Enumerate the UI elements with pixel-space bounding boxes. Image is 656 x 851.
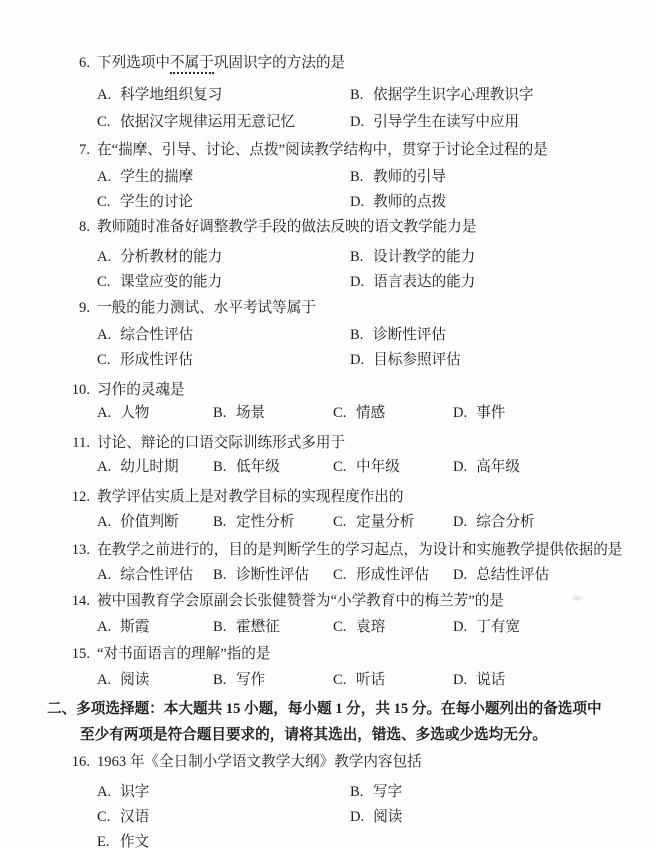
option-label: C. [97,114,111,130]
option-text: 事件 [476,405,506,421]
stem-text: 下列选项中 [97,55,170,71]
option-label: D. [350,114,365,130]
option-b [213,671,265,689]
question-number: 15. [71,646,90,662]
option-d [350,273,475,291]
question-number: 16. [71,754,90,770]
option-text: 说话 [476,672,506,688]
question-stem: 在教学之前进行的，目的是判断学生的学习起点，为设计和实施教学提供依据的是 [97,542,623,558]
option-label: A. [97,514,112,530]
option-c [97,808,149,826]
option-text: 中年级 [356,459,400,475]
option-text: 写作 [236,672,266,688]
option-text: 价值判断 [120,514,179,530]
option-text: 学生的讨论 [120,194,193,210]
option-text: 分析教材的能力 [120,249,223,265]
question-number: 11. [72,435,90,451]
option-text: 引导学生在读写中应用 [373,114,520,130]
option-text: 识字 [120,784,150,800]
question-stem: 习作的灵魂是 [97,382,185,398]
option-text: 幼儿时期 [120,459,179,475]
option-label: B. [350,87,364,103]
option-label: B. [213,619,227,635]
option-text: 斯霞 [120,619,150,635]
option-text: 霍懋征 [236,619,280,635]
option-text: 情感 [356,405,386,421]
question-stem: 一般的能力测试、水平考试等属于 [97,300,316,316]
option-label: D. [453,672,468,688]
option-label: B. [213,567,227,583]
option-d [350,113,519,131]
option-label: D. [350,274,365,290]
option-text: 设计教学的能力 [373,249,476,265]
option-d [453,404,505,422]
option-text: 综合分析 [476,514,535,530]
question-number: 7. [79,142,90,158]
option-label: B. [213,459,227,475]
question-number: 13. [71,542,90,558]
stem-text: 巩固识字的方法的是 [213,55,346,71]
option-b [213,618,280,636]
option-text: 场景 [236,405,266,421]
option-label: B. [350,327,364,343]
option-label: D. [350,809,365,825]
option-text: 语言表达的能力 [373,274,476,290]
option-text: 听话 [356,672,386,688]
option-text: 科学地组织复习 [120,87,223,103]
option-text: 依据汉字规律运用无意记忆 [120,114,296,130]
option-a [97,168,193,186]
option-label: C. [333,672,347,688]
option-c [333,618,385,636]
option-e [97,833,149,851]
option-text: 诊断性评估 [373,327,446,343]
option-label: A. [97,459,112,475]
option-a [97,783,149,801]
option-text: 学生的揣摩 [120,169,194,185]
option-d [350,351,461,369]
option-text: 汉语 [120,809,150,825]
scan-smudge-artifact [571,594,583,602]
option-label: C. [333,514,347,530]
option-a [97,566,193,584]
option-label: D. [350,352,365,368]
option-c [97,273,222,291]
option-text: 教师的点拨 [373,194,447,210]
option-b [350,326,446,344]
option-label: D. [350,194,365,210]
option-a [97,513,179,531]
section-heading-text: 至少有两项是符合题目要求的，请将其选出，错选、多选或少选均无分。 [80,727,548,743]
question-stem: 在“揣摩、引导、讨论、点拨”阅读教学结构中，贯穿于讨论全过程的是 [97,142,548,158]
option-label: D. [453,619,468,635]
question-number: 9. [79,300,90,316]
option-text: 定性分析 [236,514,295,530]
option-label: E. [97,834,110,850]
question-number: 6. [79,55,90,71]
option-a [97,86,222,104]
option-d [350,193,446,211]
question-number: 8. [79,219,90,235]
option-a [97,248,222,266]
option-c [97,193,193,211]
option-d [453,618,520,636]
option-a [97,326,193,344]
question-stem: 1963 年《全日制小学语文教学大纲》教学内容包括 [97,754,422,770]
option-text: 阅读 [373,809,403,825]
option-label: B. [350,784,364,800]
question-number: 12. [71,489,90,505]
option-b [213,566,309,584]
question-stem: 被中国教育学会原副会长张健赞誉为“小学教育中的梅兰芳”的是 [97,593,504,609]
option-label: C. [97,194,111,210]
option-d [453,671,505,689]
option-label: C. [97,809,111,825]
option-a [97,671,149,689]
option-a [97,618,149,636]
option-a [97,458,179,476]
question-stem: 教师随时准备好调整教学手段的做法反映的语文教学能力是 [97,219,477,235]
option-text: 目标参照评估 [373,352,461,368]
option-c [97,351,193,369]
option-label: A. [97,327,112,343]
option-label: A. [97,784,112,800]
option-text: 作文 [120,834,150,850]
option-label: D. [453,405,468,421]
question-stem [97,54,345,72]
option-label: D. [453,514,468,530]
option-text: 阅读 [120,672,150,688]
option-text: 诊断性评估 [236,567,309,583]
option-b [213,404,265,422]
option-d [453,513,535,531]
option-text: 袁瑢 [356,619,386,635]
option-label: A. [97,672,112,688]
option-b [350,86,534,104]
option-b [213,513,294,531]
option-c [333,566,429,584]
option-label: B. [213,514,227,530]
option-label: A. [97,169,112,185]
option-text: 人物 [120,405,150,421]
option-text: 丁有宽 [476,619,520,635]
option-label: C. [333,567,347,583]
option-c [333,458,400,476]
question-number: 14. [71,593,90,609]
option-text: 课堂应变的能力 [120,274,223,290]
option-b [350,248,475,266]
section-heading-text: 二、多项选择题：本大题共 15 小题，每小题 1 分，共 15 分。在每小题列出的备选项中 [47,701,602,717]
option-d [350,808,402,826]
option-text: 形成性评估 [120,352,193,368]
question-stem: 教学评估实质上是对教学目标的实现程度作出的 [97,489,404,505]
option-c [333,671,385,689]
option-text: 定量分析 [356,514,415,530]
option-d [453,458,520,476]
option-label: A. [97,567,112,583]
option-a [97,404,149,422]
option-d [453,566,549,584]
option-label: C. [333,405,347,421]
option-b [350,783,402,801]
option-label: B. [350,169,364,185]
stem-emphasized-text: 不属于 [170,55,214,74]
option-label: C. [97,352,111,368]
option-label: C. [333,459,347,475]
option-text: 依据学生识字心理教识字 [373,87,534,103]
option-label: A. [97,619,112,635]
option-c [333,404,385,422]
option-text: 形成性评估 [356,567,429,583]
option-label: B. [213,405,227,421]
option-label: B. [213,672,227,688]
option-label: D. [453,459,468,475]
option-text: 总结性评估 [476,567,550,583]
option-label: D. [453,567,468,583]
option-b [213,458,280,476]
option-c [333,513,414,531]
option-text: 综合性评估 [120,567,194,583]
question-stem: “对书面语言的理解”指的是 [97,646,271,662]
option-label: C. [97,274,111,290]
option-label: A. [97,405,112,421]
option-text: 写字 [373,784,403,800]
option-text: 高年级 [476,459,520,475]
option-label: A. [97,249,112,265]
option-label: C. [333,619,347,635]
question-number: 10. [71,382,90,398]
option-text: 综合性评估 [120,327,194,343]
option-label: B. [350,249,364,265]
question-stem: 讨论、辩论的口语交际训练形式多用于 [97,435,346,451]
option-text: 低年级 [236,459,280,475]
option-text: 教师的引导 [373,169,446,185]
option-label: A. [97,87,112,103]
option-b [350,168,446,186]
option-c [97,113,295,131]
